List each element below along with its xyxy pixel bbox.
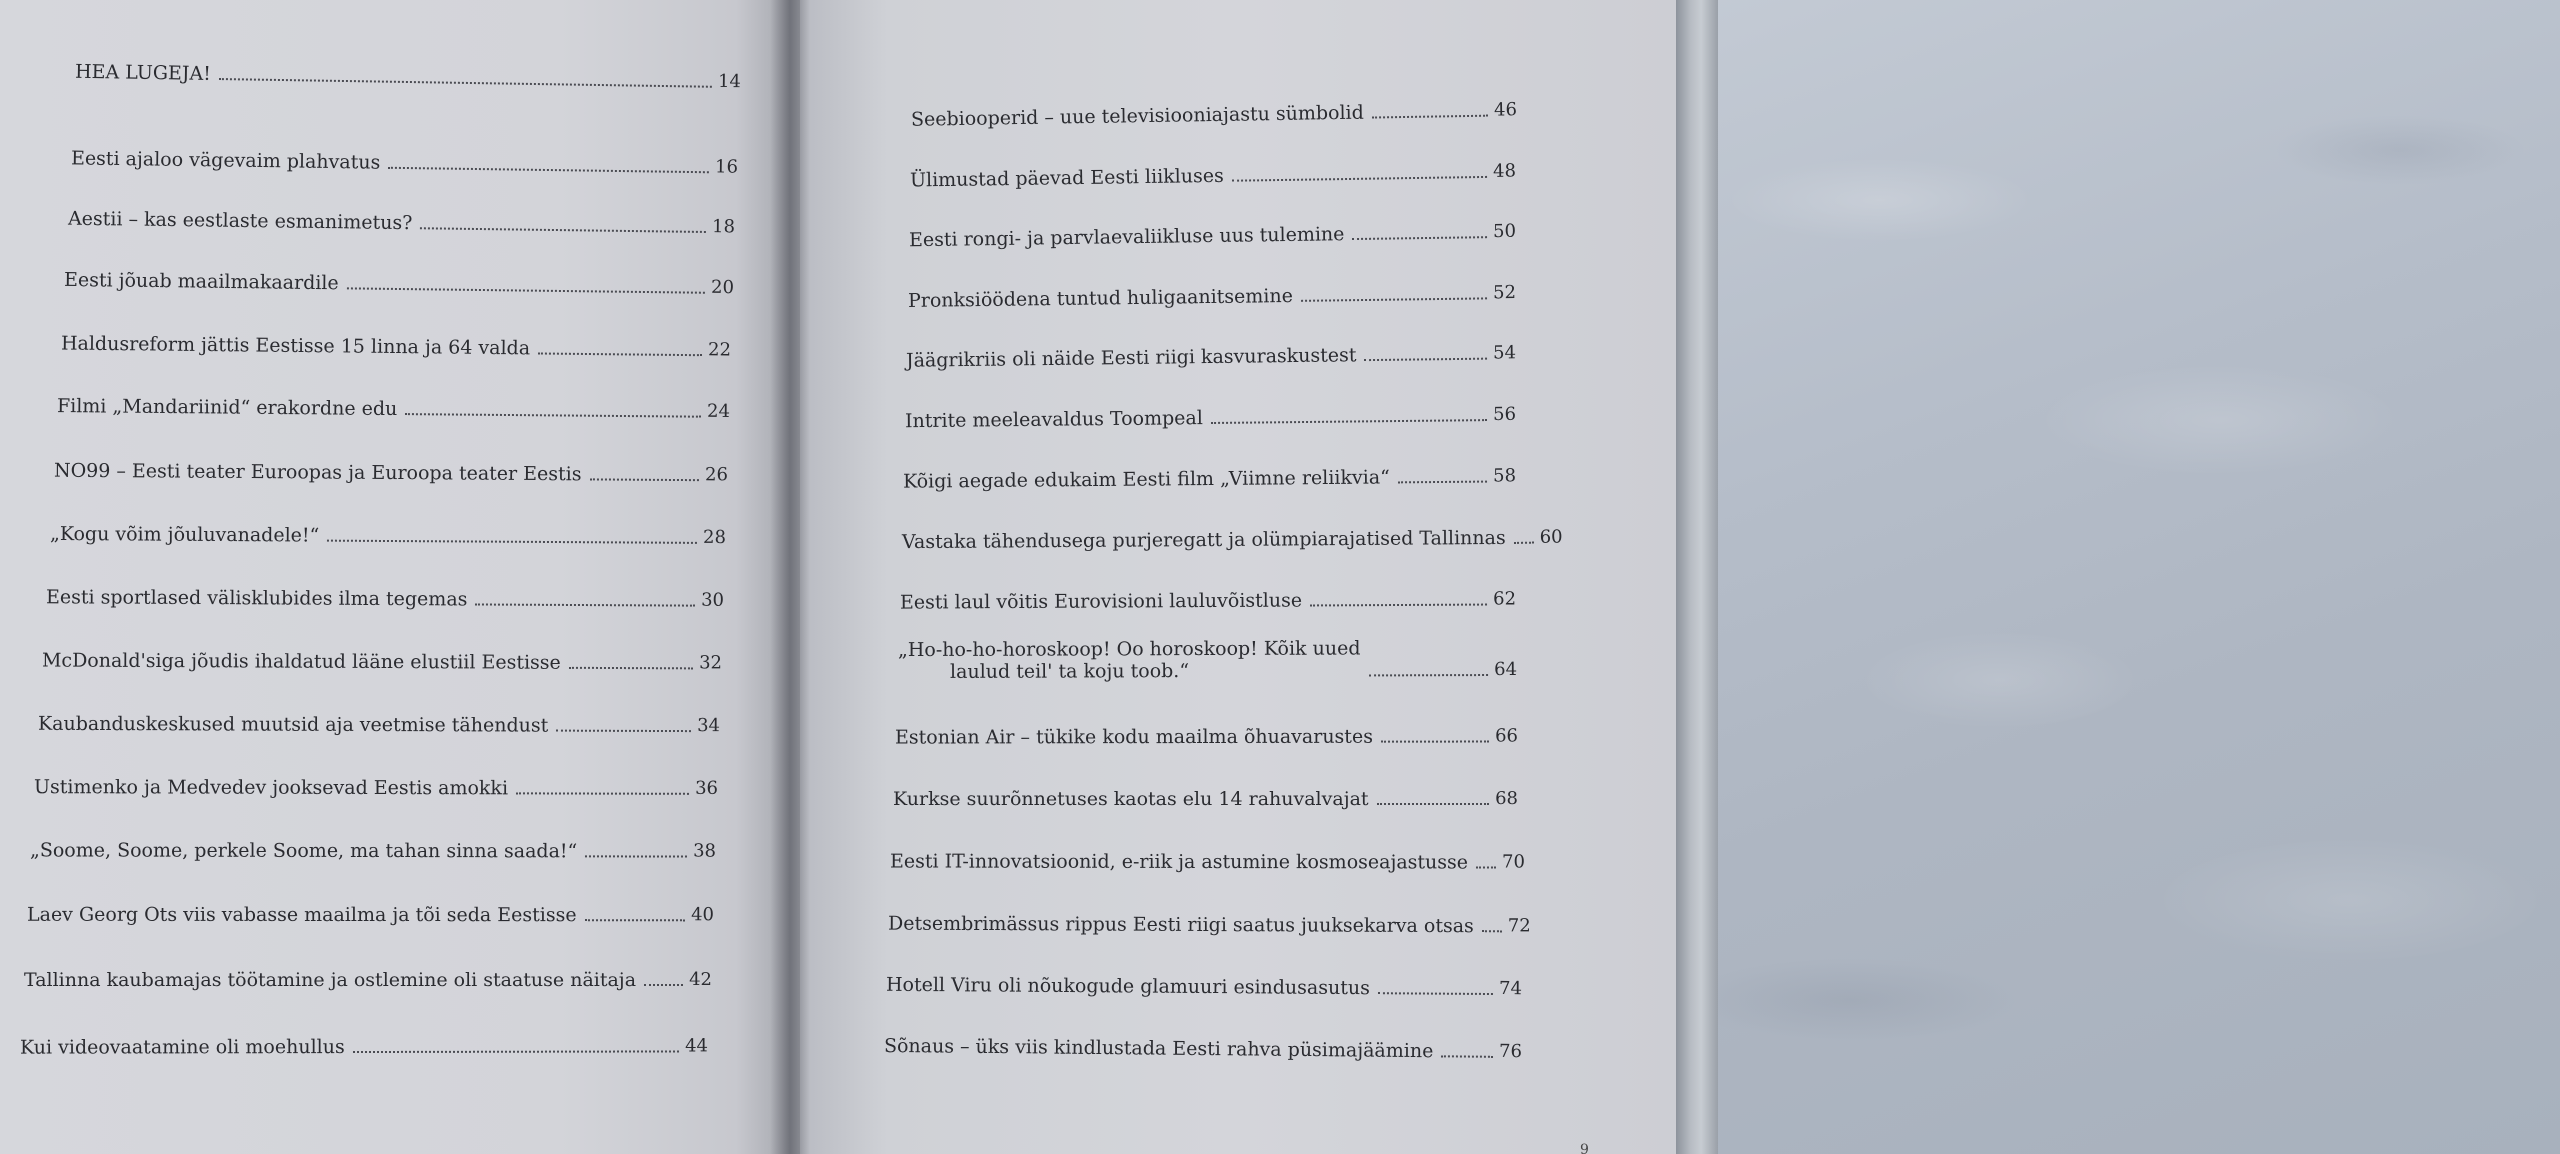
toc-leader: [585, 855, 687, 857]
toc-title: Kui videovaatamine oli moehullus: [19, 1036, 345, 1059]
toc-leader: [644, 984, 683, 986]
toc-leader: [589, 478, 699, 481]
toc-title: Vastaka tähendusega purjeregatt ja olümpiarajatised Tallinnas: [901, 526, 1506, 554]
toc-title: Jäägrikriis oli näide Eesti riigi kasvuraskustest: [905, 344, 1357, 372]
toc-entry: [895, 725, 1518, 748]
toc-leader: [475, 603, 695, 606]
cloth-background: [1700, 0, 2560, 1154]
toc-leader: [1353, 236, 1488, 240]
toc-page-number: 46: [1493, 99, 1518, 121]
toc-leader: [405, 413, 701, 418]
toc-page-number: 44: [685, 1035, 709, 1057]
toc-entry: [46, 586, 724, 612]
toc-title: Eesti sportlased välisklubides ilma tegemas: [45, 586, 468, 611]
toc-page-number: 62: [1493, 588, 1517, 610]
toc-title: Eesti IT-innovatsioonid, e-riik ja astumine kosmoseajastusse: [889, 850, 1469, 874]
toc-title: Sõnaus – üks viis kindlustada Eesti rahva püsimajäämine: [883, 1034, 1434, 1063]
toc-page-number: 54: [1492, 342, 1517, 364]
toc-title: Detsembrimässus rippus Eesti riigi saatus juuksekarva otsas: [887, 912, 1474, 938]
toc-page-number: 56: [1492, 403, 1517, 426]
toc-page-number: 18: [711, 216, 736, 238]
toc-leader: [1377, 803, 1490, 805]
toc-entry: [20, 1035, 708, 1058]
toc-title: „Kogu võim jõuluvanadele!“: [49, 522, 320, 547]
toc-leader: [1381, 741, 1489, 743]
toc-page-number: 32: [699, 652, 723, 674]
toc-page-number: 34: [697, 715, 721, 737]
toc-leader: [1232, 176, 1487, 182]
toc-entry: [38, 713, 720, 737]
toc-title-line2: laulud teil' ta koju toob.“: [950, 660, 1190, 683]
toc-title: Seebiooperid – uue televisiooniajastu sümbolid: [910, 101, 1365, 131]
toc-page-number: 20: [710, 276, 735, 299]
toc-title: HEA LUGEJA!: [74, 60, 212, 85]
toc-title: Ustimenko ja Medvedev jooksevad Eestis amokki: [33, 776, 509, 800]
toc-leader: [1211, 419, 1487, 424]
toc-page-number: 40: [691, 904, 715, 926]
toc-leader: [516, 792, 689, 794]
toc-page-number: 24: [706, 400, 731, 422]
toc-page-number: 38: [693, 840, 717, 862]
toc-page-number: 72: [1507, 915, 1531, 937]
toc-title: „Soome, Soome, perkele Soome, ma tahan sinna saada!“: [29, 839, 578, 863]
toc-leader: [353, 1050, 679, 1053]
toc-title: Eesti jõuab maailmakaardile: [63, 268, 339, 295]
toc-title: Intrite meeleavaldus Toompeal: [904, 407, 1203, 433]
toc-page-number: 22: [707, 339, 732, 361]
toc-entry: [34, 776, 718, 800]
toc-page-number: 68: [1495, 788, 1518, 809]
toc-title: Estonian Air – tükike kodu maailma õhuavarustes: [894, 725, 1373, 749]
toc-page-number: 42: [689, 969, 712, 990]
toc-title: „Ho-ho-ho-horoskoop! Oo horoskoop! Kõik uued: [897, 637, 1361, 662]
toc-title: Kurkse suurõnnetuses kaotas elu 14 rahuvalvajat: [893, 788, 1369, 810]
toc-title: Hotell Viru oli nõukogude glamuuri esindusasutus: [885, 973, 1370, 1000]
toc-leader: [347, 287, 705, 293]
toc-leader: [1398, 481, 1487, 484]
toc-title: Kõigi aegade edukaim Eesti film „Viimne reliikvia“: [902, 466, 1390, 493]
toc-title: Ülimustad päevad Eesti liikluses: [909, 164, 1224, 192]
toc-entry: [30, 839, 716, 862]
toc-page-number: 16: [714, 156, 739, 178]
toc-page-number: 58: [1492, 465, 1517, 487]
toc-leader: [1476, 866, 1496, 868]
toc-page-number: 70: [1502, 851, 1525, 873]
toc-page-number: 26: [705, 464, 729, 486]
toc-page-number: 64: [1494, 658, 1518, 680]
toc-page-number: 48: [1492, 160, 1517, 182]
toc-entry: [901, 526, 1563, 554]
toc-leader: [1378, 992, 1493, 995]
toc-title: Haldusreform jättis Eestisse 15 linna ja 64 valda: [60, 332, 531, 360]
toc-page-number: 76: [1498, 1040, 1523, 1063]
toc-page-number: 14: [717, 70, 742, 93]
toc-entry: [886, 974, 1522, 1000]
toc-page-number: 52: [1492, 282, 1517, 304]
toc-leader: [420, 227, 706, 233]
toc-leader: [1441, 1055, 1493, 1057]
toc-title: NO99 – Eesti teater Euroopas ja Euroopa teater Eestis: [53, 459, 582, 486]
book-gutter: [770, 0, 810, 1154]
toc-leader: [569, 667, 693, 670]
toc-title: Tallinna kaubamajas töötamine ja ostlemine oli staatuse näitaja: [24, 969, 637, 991]
toc-title: Eesti laul võitis Eurovisioni lauluvõistluse: [899, 589, 1303, 614]
toc-title: Eesti rongi- ja parvlaevaliikluse uus tulemine: [908, 223, 1345, 252]
toc-title: McDonald'siga jõudis ihaldatud lääne elustiil Eestisse: [41, 649, 561, 674]
toc-title: Kaubanduskeskused muutsid aja veetmise tähendust: [37, 712, 549, 737]
toc-page-number: 50: [1492, 220, 1517, 243]
toc-entry: [893, 788, 1518, 810]
toc-page-number: 36: [695, 777, 719, 799]
toc-entry: [24, 969, 712, 991]
toc-leader: [1372, 115, 1488, 119]
toc-entry: [887, 912, 1531, 938]
page-folio-number: 9: [1580, 1142, 1589, 1154]
toc-leader: [1369, 674, 1489, 676]
toc-page-number: 66: [1495, 725, 1519, 747]
toc-title-block: [898, 637, 1361, 683]
toc-leader: [1301, 297, 1487, 301]
toc-entry: [50, 523, 726, 549]
toc-entry: [889, 850, 1525, 874]
toc-leader: [327, 540, 697, 544]
toc-leader: [538, 352, 702, 356]
toc-leader: [388, 167, 709, 173]
toc-entry: [54, 460, 728, 487]
toc-leader: [1514, 542, 1534, 544]
toc-title: Pronksiöödena tuntud huligaanitsemine: [907, 284, 1294, 312]
toc-page-number: 74: [1499, 978, 1523, 1000]
toc-leader: [585, 919, 685, 921]
toc-entry: [27, 904, 714, 927]
toc-title: Laev Georg Ots viis vabasse maailma ja tõi seda Eestisse: [26, 903, 577, 927]
toc-title: Eesti ajaloo vägevaim plahvatus: [70, 147, 381, 174]
toc-leader: [1482, 930, 1502, 932]
toc-leader: [1310, 604, 1487, 607]
toc-title: Aestii – kas eestlaste esmanimetus?: [67, 207, 413, 235]
toc-entry: [900, 588, 1516, 613]
toc-title: Filmi „Mandariinid“ erakordne edu: [56, 395, 398, 421]
toc-entry: [898, 637, 1517, 683]
toc-leader: [556, 730, 691, 732]
toc-entry: [42, 650, 722, 675]
book-edge: [1676, 0, 1718, 1154]
toc-page-number: 30: [701, 589, 725, 611]
toc-leader: [1365, 358, 1488, 361]
toc-page-number: 28: [703, 526, 727, 549]
toc-page-number: 60: [1539, 526, 1563, 548]
